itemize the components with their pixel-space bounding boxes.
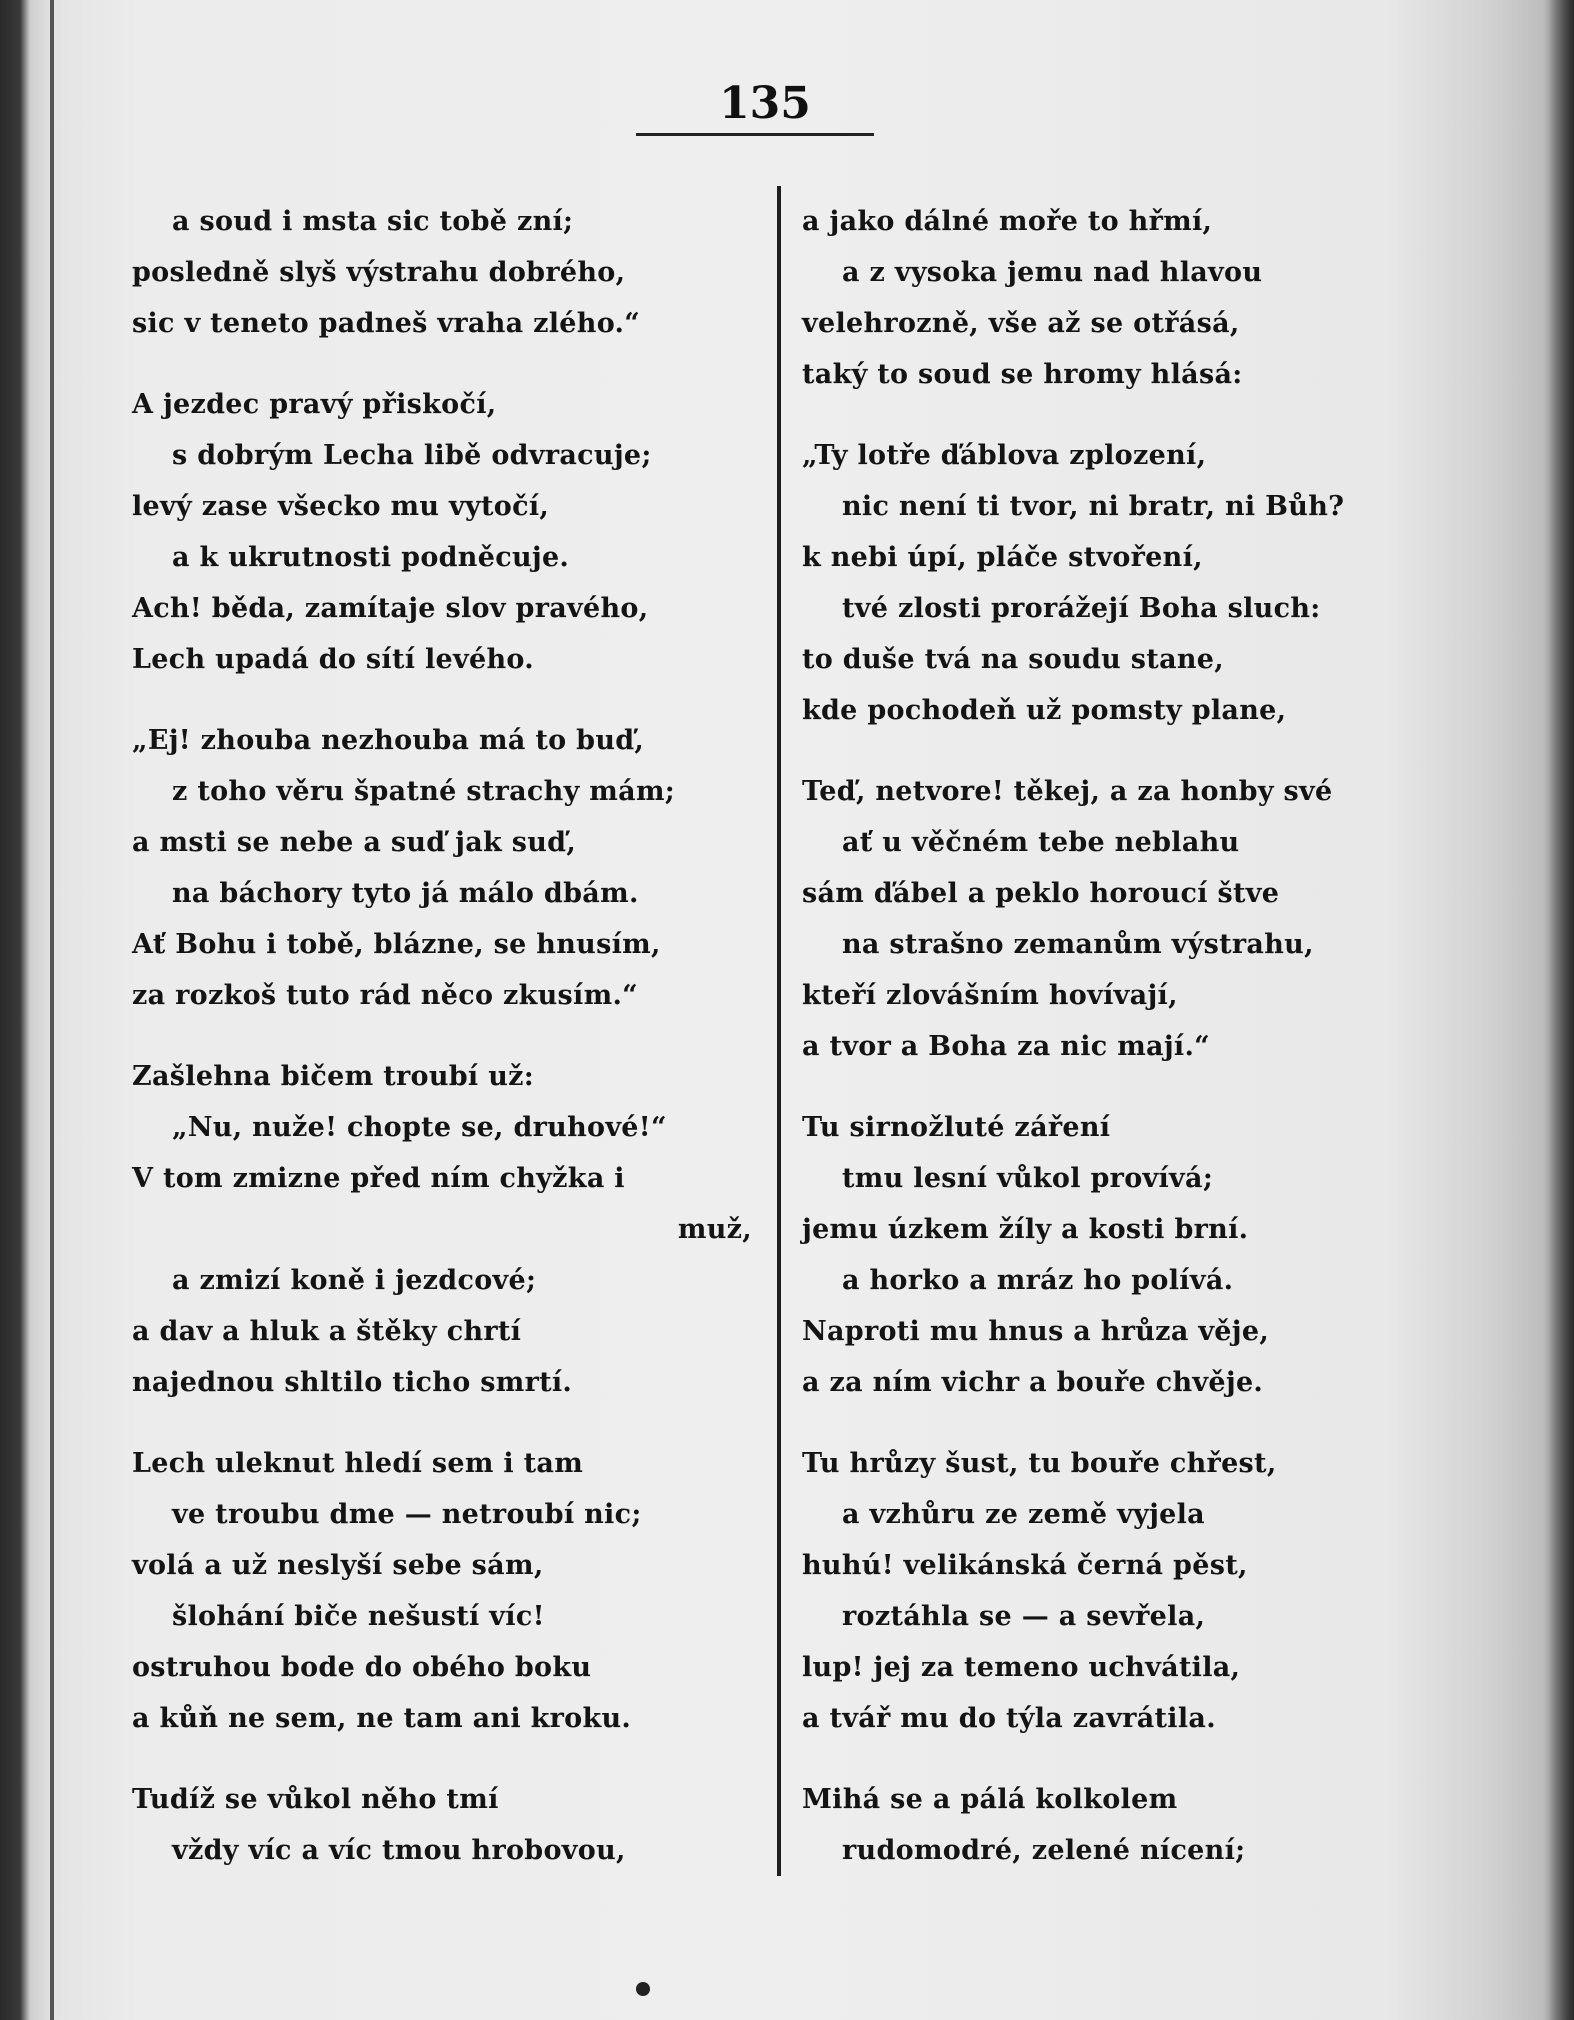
page-mark	[636, 1982, 650, 1996]
right-column	[802, 196, 1452, 1876]
stanza-gap	[802, 1744, 1452, 1774]
verse-line: „Ej! zhouba nezhouba má to buď,	[132, 725, 645, 756]
left-column	[132, 196, 782, 1876]
verse-line: na báchory tyto já málo dbám.	[172, 878, 639, 909]
verse-line: muž,	[677, 1214, 752, 1245]
stanza-gap	[132, 685, 782, 715]
left-stanza-3	[132, 715, 782, 1021]
verse-line: a kůň ne sem, ne tam ani kroku.	[132, 1703, 632, 1734]
stanza-gap	[132, 1744, 782, 1774]
verse-line: tmu lesní vůkol provívá;	[842, 1163, 1214, 1194]
verse-line: levý zase všecko mu vytočí,	[132, 491, 550, 522]
left-stanza-6	[132, 1774, 782, 1876]
verse-line: s dobrým Lecha libě odvracuje;	[172, 440, 652, 471]
left-stanza-1	[132, 196, 782, 349]
verse-line: Naproti mu hnus a hrůza věje,	[802, 1316, 1270, 1347]
verse-line: sám ďábel a peklo horoucí štve	[802, 878, 1280, 909]
header-rule	[636, 133, 874, 136]
stanza-gap	[132, 1408, 782, 1438]
verse-line: na strašno zemanům výstrahu,	[842, 929, 1314, 960]
verse-line: a jako dálné moře to hřmí,	[802, 206, 1213, 237]
verse-line: Lech upadá do sítí levého.	[132, 644, 534, 675]
verse-line: tvé zlosti prorážejí Boha sluch:	[842, 593, 1321, 624]
page-number: 135	[719, 78, 811, 129]
verse-line: a k ukrutnosti podněcuje.	[172, 542, 570, 573]
verse-line: A jezdec pravý přiskočí,	[132, 389, 497, 420]
verse-line: to duše tvá na soudu stane,	[802, 644, 1224, 675]
verse-line: a tvář mu do týla zavrátila.	[802, 1703, 1216, 1734]
verse-line: taký to soud se hromy hlásá:	[802, 359, 1243, 390]
verse-line: Ach! běda, zamítaje slov pravého,	[132, 593, 649, 624]
verse-line: a z vysoka jemu nad hlavou	[842, 257, 1263, 288]
verse-line: za rozkoš tuto rád něco zkusím.“	[132, 980, 638, 1011]
verse-line: „Nu, nuže! chopte se, druhové!“	[172, 1112, 667, 1143]
verse-line: k nebi úpí, pláče stvoření,	[802, 542, 1203, 573]
verse-line: ve troubu dme — netroubí nic;	[172, 1499, 642, 1530]
verse-line: a dav a hluk a štěky chrtí	[132, 1316, 522, 1347]
stanza-gap	[802, 1408, 1452, 1438]
verse-line: Zašlehna bičem troubí už:	[132, 1061, 535, 1092]
verse-line: jemu úzkem žíly a kosti brní.	[802, 1214, 1249, 1245]
verse-line: a msti se nebe a suď jak suď,	[132, 827, 577, 858]
verse-line: Tu hrůzy šust, tu bouře chřest,	[802, 1448, 1277, 1479]
stanza-gap	[802, 736, 1452, 766]
verse-line: roztáhla se — a sevřela,	[842, 1601, 1206, 1632]
right-stanza-4	[802, 1102, 1452, 1408]
verse-line: a tvor a Boha za nic mají.“	[802, 1031, 1211, 1062]
verse-line: ostruhou bode do obého boku	[132, 1652, 592, 1683]
verse-line: „Ty lotře ďáblova zplození,	[802, 440, 1207, 471]
page-edge-shadow	[1548, 0, 1574, 2020]
verse-line: nic není ti tvor, ni bratr, ni Bůh?	[842, 491, 1345, 522]
verse-line: volá a už neslyší sebe sám,	[132, 1550, 544, 1581]
left-stanza-2	[132, 379, 782, 685]
verse-line: sic v teneto padneš vraha zlého.“	[132, 308, 641, 339]
verse-line: ať u věčném tebe neblahu	[842, 827, 1240, 858]
verse-line: huhú! velikánská černá pěst,	[802, 1550, 1248, 1581]
right-stanza-3	[802, 766, 1452, 1072]
verse-line: a zmizí koně i jezdcové;	[172, 1265, 537, 1296]
verse-line: Lech uleknut hledí sem i tam	[132, 1448, 584, 1479]
right-stanza-6	[802, 1774, 1452, 1876]
verse-line: šlohání biče nešustí víc!	[172, 1601, 545, 1632]
verse-line: Teď, netvore! těkej, a za honby své	[802, 776, 1333, 807]
verse-line: a horko a mráz ho polívá.	[842, 1265, 1234, 1296]
verse-line: najednou shltilo ticho smrtí.	[132, 1367, 573, 1398]
verse-line: V tom zmizne před ním chyžka i	[132, 1163, 625, 1194]
stanza-gap	[802, 400, 1452, 430]
verse-line: vždy víc a víc tmou hrobovou,	[172, 1835, 626, 1866]
stanza-gap	[132, 1021, 782, 1051]
verse-line: Tudíž se vůkol něho tmí	[132, 1784, 499, 1815]
verse-line: rudomodré, zelené nícení;	[842, 1835, 1246, 1866]
verse-line: kde pochodeň už pomsty plane,	[802, 695, 1287, 726]
verse-line: kteří zlovášním hovívají,	[802, 980, 1178, 1011]
verse-line: lup! jej za temeno uchvátila,	[802, 1652, 1241, 1683]
gutter-edge	[50, 0, 54, 2020]
verse-line: Ať Bohu i tobě, blázne, se hnusím,	[132, 929, 661, 960]
right-stanza-1	[802, 196, 1452, 400]
verse-line: z toho věru špatné strachy mám;	[172, 776, 676, 807]
verse-line: a vzhůru ze země vyjela	[842, 1499, 1205, 1530]
right-stanza-5	[802, 1438, 1452, 1744]
verse-line: posledně slyš výstrahu dobrého,	[132, 257, 626, 288]
verse-line: velehrozně, vše až se otřásá,	[802, 308, 1240, 339]
verse-line: Mihá se a pálá kolkolem	[802, 1784, 1178, 1815]
verse-line: Tu sirnožluté záření	[802, 1112, 1111, 1143]
left-stanza-4	[132, 1051, 782, 1408]
stanza-gap	[802, 1072, 1452, 1102]
verse-line: a soud i msta sic tobě zní;	[172, 206, 574, 237]
right-stanza-2	[802, 430, 1452, 736]
stanza-gap	[132, 349, 782, 379]
left-stanza-5	[132, 1438, 782, 1744]
verse-line: a za ním vichr a bouře chvěje.	[802, 1367, 1264, 1398]
